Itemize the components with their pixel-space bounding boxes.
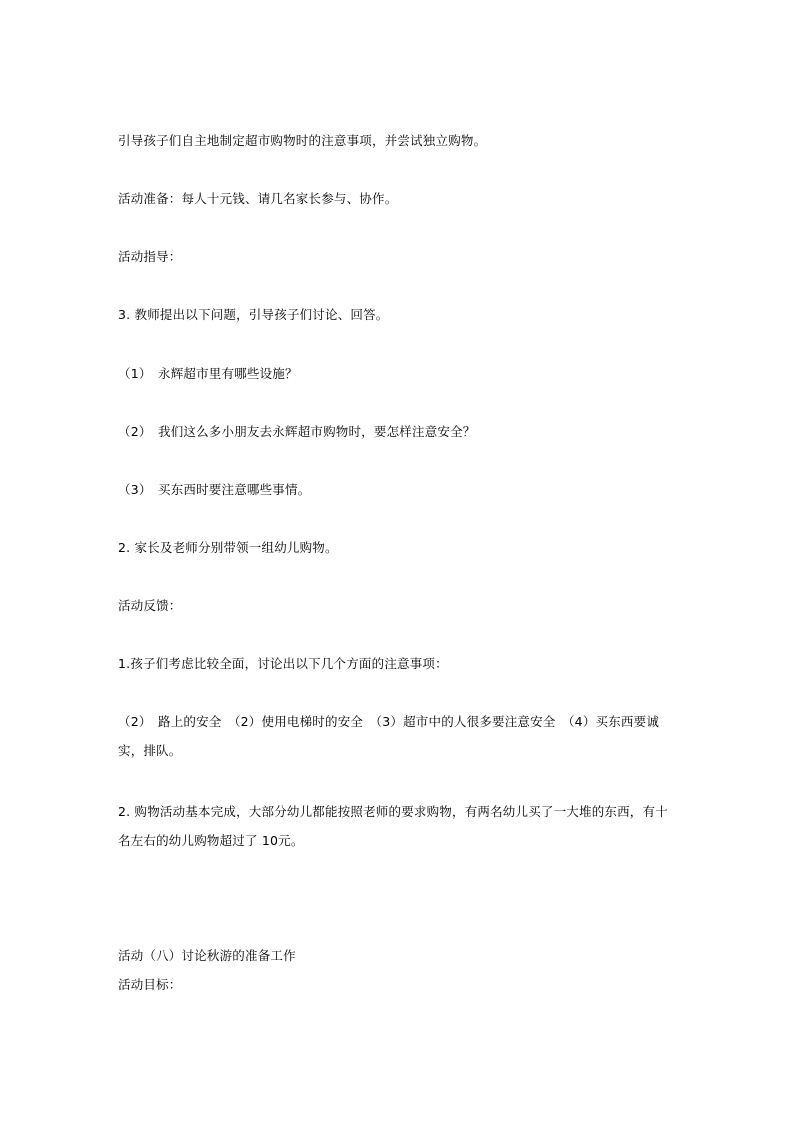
paragraph-safety-items: （2） 路上的安全 （2）使用电梯时的安全 （3）超市中的人很多要注意安全 （4）买东西要诚实，排队。 — [118, 714, 660, 758]
paragraph-group-shopping: 2. 家长及老师分别带领一组幼儿购物。 — [118, 540, 338, 555]
paragraph-goal: 引导孩子们自主地制定超市购物时的注意事项，并尝试独立购物。 — [118, 133, 487, 148]
paragraph-preparation: 活动准备：每人十元钱、请几名家长参与、协作。 — [118, 191, 398, 206]
heading-guidance: 活动指导： — [118, 249, 182, 264]
heading-activity-eight: 活动（八）讨论秋游的准备工作 — [118, 948, 296, 963]
heading-activity-goal: 活动目标： — [118, 977, 182, 992]
paragraph-discussion: 1.孩子们考虑比较全面，讨论出以下几个方面的注意事项： — [118, 656, 448, 671]
question-item-2: （2） 我们这么多小朋友去永辉超市购物时，要怎样注意安全？ — [118, 424, 476, 439]
paragraph-teacher-questions: 3. 教师提出以下问题，引导孩子们讨论、回答。 — [118, 307, 389, 322]
question-item-3: （3） 买东西时要注意哪些事情。 — [118, 482, 311, 497]
heading-feedback: 活动反馈： — [118, 598, 182, 613]
paragraph-shopping-result: 2. 购物活动基本完成，大部分幼儿都能按照老师的要求购物，有两名幼儿买了一大堆的东西，有十名左右的幼儿购物超过了 10元。 — [118, 804, 668, 848]
question-item-1: （1） 永辉超市里有哪些设施？ — [118, 366, 298, 381]
